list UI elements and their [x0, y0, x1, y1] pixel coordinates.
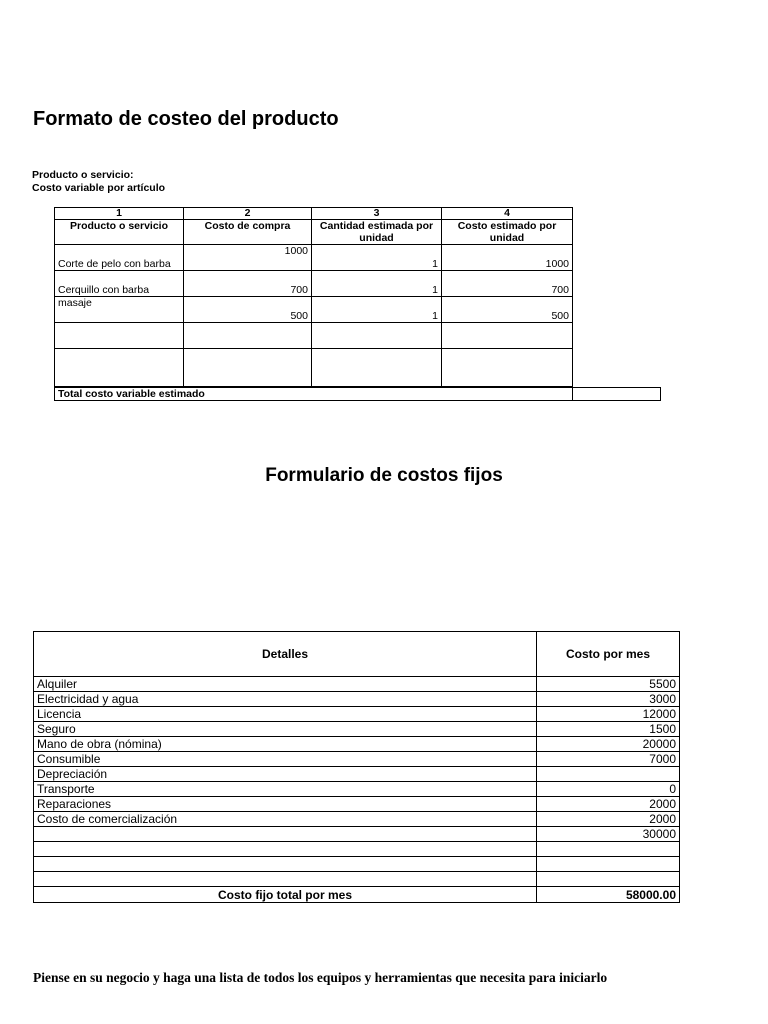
- equipment-instruction-text: Piense en su negocio y haga una lista de todos los equipos y herramientas que necesita para iniciarlo: [33, 970, 608, 985]
- value-cell: 0: [537, 782, 680, 797]
- table-row: [34, 827, 680, 842]
- table-row: [34, 677, 680, 692]
- table-row: [34, 692, 680, 707]
- detail-cell: Reparaciones: [34, 797, 537, 812]
- table-row: [55, 245, 573, 271]
- total-fixed-cost-label: Costo fijo total por mes: [34, 887, 537, 903]
- detail-cell: Licencia: [34, 707, 537, 722]
- value-cell: 12000: [537, 707, 680, 722]
- column-header: Costo de compra: [184, 220, 312, 245]
- monthly-cost-header: Costo por mes: [537, 632, 680, 677]
- details-header: Detalles: [34, 632, 537, 677]
- product-service-label: Producto o servicio:: [32, 169, 134, 181]
- column-number: 3: [312, 208, 442, 220]
- cost-cell: 500: [184, 297, 312, 323]
- qty-cell: 1: [312, 297, 442, 323]
- table-row: [34, 707, 680, 722]
- qty-cell: 1: [312, 271, 442, 297]
- table-row: [34, 782, 680, 797]
- value-cell: 5500: [537, 677, 680, 692]
- product-cell: Corte de pelo con barba: [55, 245, 184, 271]
- value-cell: 2000: [537, 812, 680, 827]
- value-cell: [537, 857, 680, 872]
- total-fixed-cost-row: [34, 887, 680, 903]
- value-cell: [537, 872, 680, 887]
- column-header: Costo estimado por unidad: [442, 220, 573, 245]
- page-title: Formato de costeo del producto: [33, 108, 339, 130]
- table-row: [55, 271, 573, 297]
- table-row: [34, 812, 680, 827]
- table-row: [34, 857, 680, 872]
- table-row: [34, 842, 680, 857]
- value-cell: 30000: [537, 827, 680, 842]
- empty-row: [55, 323, 573, 349]
- detail-cell: [34, 827, 537, 842]
- column-number-row: [55, 208, 573, 220]
- detail-cell: [34, 842, 537, 857]
- fixed-costs-table: [33, 631, 680, 903]
- detail-cell: Electricidad y agua: [34, 692, 537, 707]
- table-row: [34, 872, 680, 887]
- total-variable-cost-row: [54, 387, 661, 401]
- value-cell: 3000: [537, 692, 680, 707]
- value-cell: 20000: [537, 737, 680, 752]
- detail-cell: Alquiler: [34, 677, 537, 692]
- table-row: [34, 797, 680, 812]
- detail-cell: Consumible: [34, 752, 537, 767]
- total-variable-cost-label: Total costo variable estimado: [58, 388, 205, 400]
- table-row: [34, 767, 680, 782]
- column-number: 1: [55, 208, 184, 220]
- empty-row: [55, 349, 573, 387]
- variable-cost-table: [54, 207, 573, 387]
- variable-cost-label: Costo variable por artículo: [32, 182, 166, 194]
- header-row: [34, 632, 680, 677]
- product-cell: Cerquillo con barba: [55, 271, 184, 297]
- value-cell: 2000: [537, 797, 680, 812]
- column-header: Producto o servicio: [55, 220, 184, 245]
- detail-cell: [34, 872, 537, 887]
- detail-cell: Depreciación: [34, 767, 537, 782]
- detail-cell: Mano de obra (nómina): [34, 737, 537, 752]
- value-cell: 1500: [537, 722, 680, 737]
- total-fixed-cost-value: 58000.00: [537, 887, 680, 903]
- detail-cell: Costo de comercialización: [34, 812, 537, 827]
- total-variable-cost-value: [572, 388, 661, 400]
- value-cell: [537, 767, 680, 782]
- table-row: [34, 752, 680, 767]
- header-row: [55, 220, 573, 245]
- table-row: [34, 722, 680, 737]
- detail-cell: Seguro: [34, 722, 537, 737]
- estimate-cell: 1000: [442, 245, 573, 271]
- value-cell: [537, 842, 680, 857]
- column-number: 2: [184, 208, 312, 220]
- detail-cell: [34, 857, 537, 872]
- product-cell: masaje: [55, 297, 184, 323]
- table-row: [34, 737, 680, 752]
- cost-cell: 700: [184, 271, 312, 297]
- fixed-costs-title: Formulario de costos fijos: [265, 465, 503, 486]
- value-cell: 7000: [537, 752, 680, 767]
- qty-cell: 1: [312, 245, 442, 271]
- column-number: 4: [442, 208, 573, 220]
- detail-cell: Transporte: [34, 782, 537, 797]
- estimate-cell: 500: [442, 297, 573, 323]
- cost-cell: 1000: [184, 245, 312, 271]
- table-row: [55, 297, 573, 323]
- estimate-cell: 700: [442, 271, 573, 297]
- column-header: Cantidad estimada por unidad: [312, 220, 442, 245]
